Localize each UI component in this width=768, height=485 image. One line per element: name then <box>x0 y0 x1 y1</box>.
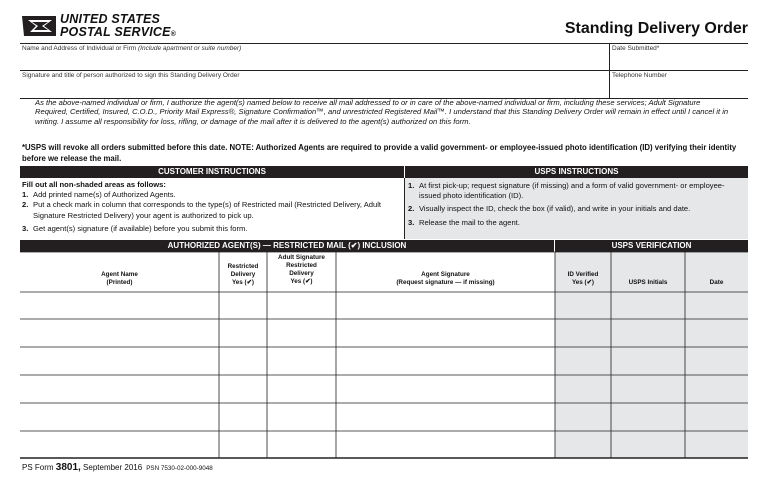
revocation-warning: *USPS will revoke all orders submitted before this date. NOTE: Authorized Agents are required to provide a valid government- or employee-issued photo identification (ID) verifying their identity before we release the mail. <box>22 143 737 163</box>
col-id-verified: ID Verified Yes (✔) <box>567 271 599 286</box>
name-address-field[interactable]: Name and Address of Individual or Firm (Include apartment or suite number) <box>22 45 242 52</box>
usps-instruction-item: 2. Visually inspect the ID, check the box (if valid), and write in your initials and date. <box>408 204 691 214</box>
agent-name-cell[interactable] <box>20 319 219 347</box>
customer-instructions-heading: CUSTOMER INSTRUCTIONS <box>20 166 404 178</box>
customer-instruction-item: 1. Add printed name(s) of Authorized Agents. <box>22 190 176 200</box>
customer-instruction-item: 3. Get agent(s) signature (if available) before you submit this form. <box>22 223 248 233</box>
form-footer: PS Form 3801, September 2016 PSN 7530-02-000-9048 <box>22 462 213 473</box>
telephone-field[interactable]: Telephone Number <box>612 72 667 79</box>
usps-instruction-item: 3. Release the mail to the agent. <box>408 217 520 227</box>
usps-verification-heading: USPS VERIFICATION <box>555 240 748 252</box>
psn-number: PSN 7530-02-000-9048 <box>146 465 213 472</box>
signature-field[interactable]: Signature and title of person authorized to sign this Standing Delivery Order <box>22 72 240 79</box>
usps-instructions-heading: USPS INSTRUCTIONS <box>405 166 748 178</box>
authorization-statement: As the above-named individual or firm, I authorize the agent(s) named below to receive all mail addressed to or in care of the above-named individual or firm, including these services; Adult Signature Required, Certified, Insured, C.O.D., Priority Mail Express®, Signature Confirmation™, and unrestricted Registered Mail™. I understand that this Standing Delivery Order will remain in effect until I cancel it in writing. I assume all responsibility for loss, rifling, or damage of the mail after it is delivered to the agent(s) authorized on this form. <box>35 98 729 126</box>
date-submitted-field[interactable]: Date Submitted* <box>612 45 660 52</box>
col-adult-signature: Adult Signature Restricted Delivery Yes (✔) <box>278 254 325 285</box>
col-agent-signature: Agent Signature (Request signature — if missing) <box>396 271 495 286</box>
col-agent-name: Agent Name (Printed) <box>101 271 138 286</box>
authorized-agents-heading: AUTHORIZED AGENT(S) — RESTRICTED MAIL (✔) INCLUSION <box>20 240 554 252</box>
agent-name-cell[interactable] <box>20 403 219 430</box>
registered-mark: ® <box>170 31 177 38</box>
agent-name-cell[interactable] <box>20 292 219 319</box>
customer-instruction-item: 2. Put a check mark in column that corresponds to the type(s) of Restricted mail (Restricted Delivery, Adult Signature Restricted Delivery) your agent is authorized to pick up. <box>22 200 382 220</box>
logo-line2: POSTAL SERVICE® <box>60 25 177 39</box>
col-usps-initials: USPS Initials <box>628 279 668 286</box>
form-title: Standing Delivery Order <box>564 20 748 37</box>
agent-name-cell[interactable] <box>20 375 219 403</box>
name-address-hint: (Include apartment or suite number) <box>137 45 242 52</box>
form-number: 3801, <box>55 462 81 473</box>
col-restricted-delivery: Restricted Delivery Yes (✔) <box>227 263 259 286</box>
customer-instructions-intro: Fill out all non-shaded areas as follows: <box>22 180 166 189</box>
agent-rows <box>20 292 555 458</box>
col-date: Date <box>709 279 724 286</box>
agent-name-cell[interactable] <box>20 347 219 375</box>
usps-instruction-item: 1. At first pick-up; request signature (if missing) and a form of valid government- or employee-issued photo identification (ID). <box>408 181 725 201</box>
logo-line1: UNITED STATES <box>60 12 161 26</box>
